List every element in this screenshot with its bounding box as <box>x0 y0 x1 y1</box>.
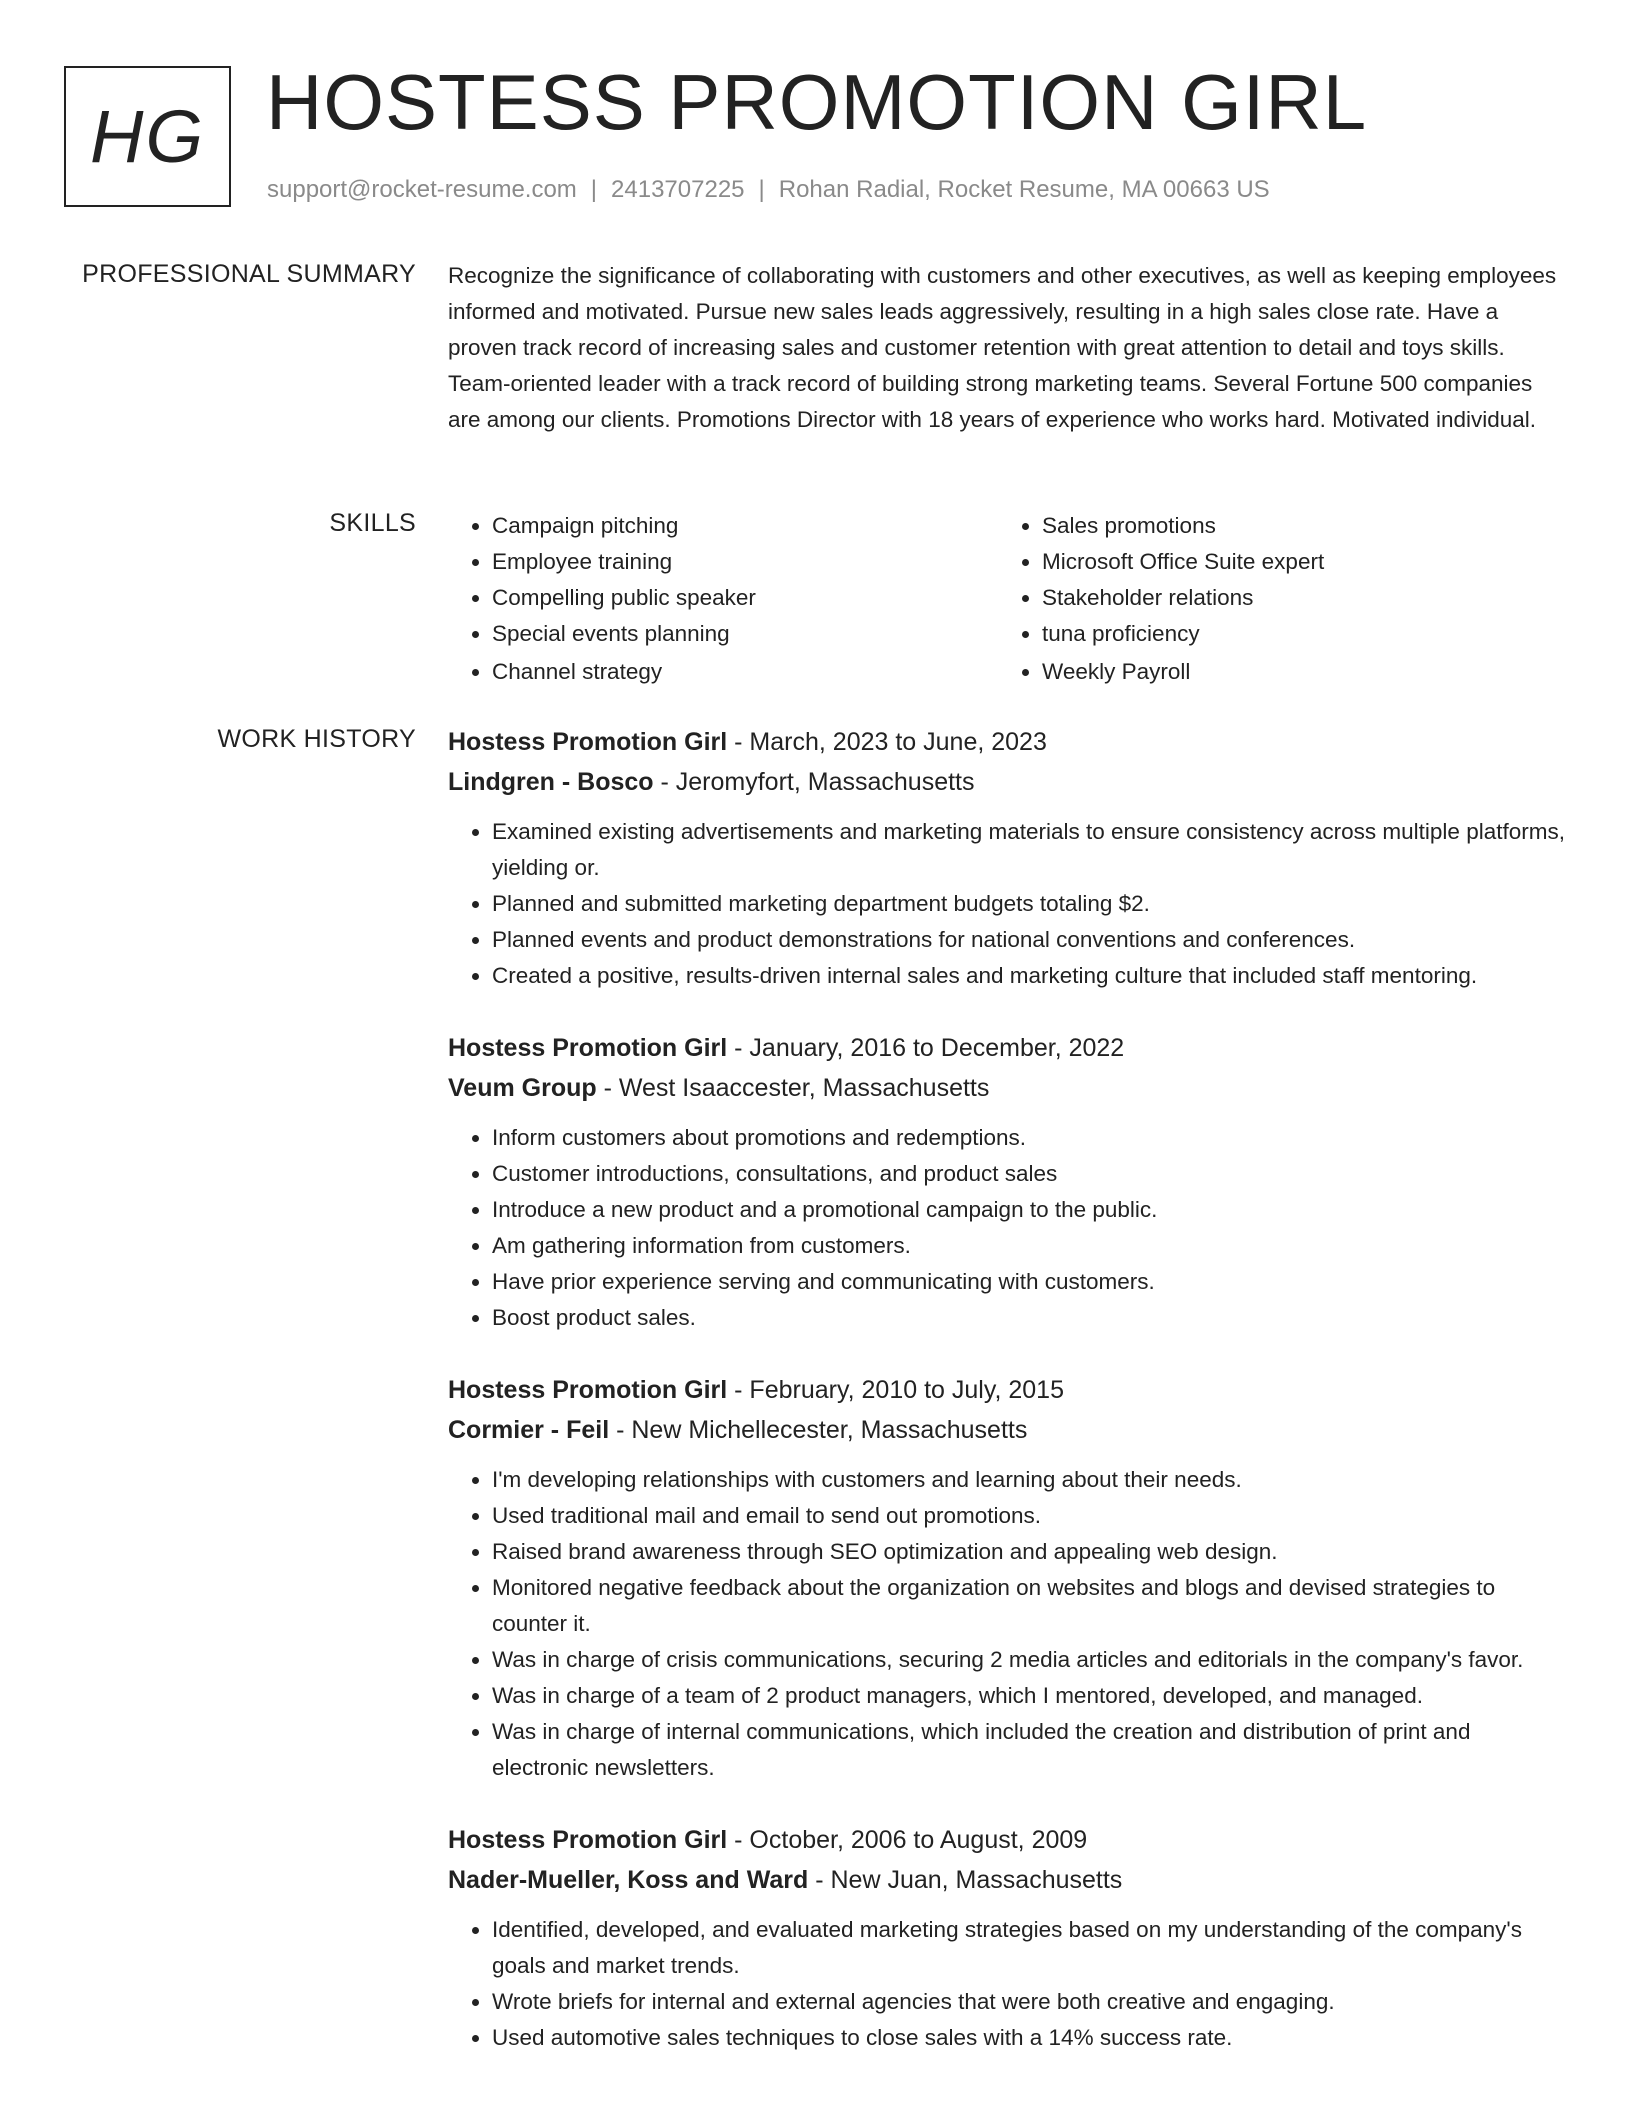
job-bullet: • Raised brand awareness through SEO optimization and appealing web design. <box>492 1534 1568 1570</box>
contact-phone: 2413707225 <box>611 176 745 203</box>
job-dates: - March, 2023 to June, 2023 <box>727 728 1047 756</box>
job-company-line <box>448 762 1568 802</box>
job-dates: - October, 2006 to August, 2009 <box>727 1826 1088 1854</box>
job-bullet: • Have prior experience serving and communicating with customers. <box>492 1264 1568 1300</box>
job-bullet: • Was in charge of internal communications, which included the creation and distribution of print and electronic newsletters. <box>492 1714 1568 1786</box>
job-bullets <box>448 1912 1568 2056</box>
job-title-line <box>448 1820 1568 1860</box>
skill-item: • Campaign pitching <box>492 508 998 544</box>
job-bullets <box>448 814 1568 994</box>
contact-email: support@rocket-resume.com <box>267 176 577 203</box>
job-bullet: • Customer introductions, consultations, and product sales <box>492 1156 1568 1192</box>
job-bullet: • Was in charge of crisis communications, securing 2 media articles and editorials in the company's favor. <box>492 1642 1568 1678</box>
job-entry <box>448 722 1568 994</box>
job-company: Nader-Mueller, Koss and Ward <box>448 1866 809 1894</box>
contact-line <box>267 176 1270 204</box>
job-title: Hostess Promotion Girl <box>448 1376 728 1404</box>
job-title: Hostess Promotion Girl <box>448 728 728 756</box>
job-entry <box>448 1028 1568 1336</box>
job-bullet: • Planned events and product demonstrations for national conventions and conferences. <box>492 922 1568 958</box>
job-entry <box>448 1370 1568 1786</box>
job-title: Hostess Promotion Girl <box>448 1826 728 1854</box>
initials-monogram <box>64 66 231 207</box>
job-entry <box>448 1820 1568 2056</box>
job-bullets <box>448 1462 1568 1786</box>
job-bullet: • I'm developing relationships with customers and learning about their needs. <box>492 1462 1568 1498</box>
job-bullet: • Used traditional mail and email to send out promotions. <box>492 1498 1568 1534</box>
skill-item: • tuna proficiency <box>1042 616 1548 652</box>
skills-list-left <box>448 508 998 690</box>
job-bullet: • Monitored negative feedback about the organization on websites and blogs and devised strategies to counter it. <box>492 1570 1568 1642</box>
section-label-skills: SKILLS <box>329 509 416 537</box>
skill-item: • Compelling public speaker <box>492 580 998 616</box>
job-bullet: • Identified, developed, and evaluated marketing strategies based on my understanding of the company's goals and market trends. <box>492 1912 1568 1984</box>
job-title-line <box>448 1370 1568 1410</box>
contact-address: Rohan Radial, Rocket Resume, MA 00663 US <box>778 176 1270 203</box>
job-title-line <box>448 1028 1568 1068</box>
job-title: Hostess Promotion Girl <box>448 1034 728 1062</box>
skill-item: • Employee training <box>492 544 998 580</box>
job-company-line <box>448 1860 1568 1900</box>
job-location: - New Michellecester, Massachusetts <box>609 1416 1028 1444</box>
summary-section <box>448 258 1568 438</box>
job-bullet: • Inform customers about promotions and redemptions. <box>492 1120 1568 1156</box>
job-bullet: • Created a positive, results-driven internal sales and marketing culture that included staff mentoring. <box>492 958 1568 994</box>
skill-item: • Stakeholder relations <box>1042 580 1548 616</box>
skill-item: • Sales promotions <box>1042 508 1548 544</box>
job-bullet: • Wrote briefs for internal and external agencies that were both creative and engaging. <box>492 1984 1568 2020</box>
contact-separator: | <box>758 176 765 203</box>
job-company-line <box>448 1410 1568 1450</box>
skill-item: • Microsoft Office Suite expert <box>1042 544 1548 580</box>
job-location: - New Juan, Massachusetts <box>808 1866 1123 1894</box>
job-bullet: • Boost product sales. <box>492 1300 1568 1336</box>
job-bullet: • Introduce a new product and a promotional campaign to the public. <box>492 1192 1568 1228</box>
summary-text: Recognize the significance of collaborating with customers and other executives, as well as keeping employees informed and motivated. Pursue new sales leads aggressively, resulting in a high sales close rate. Have a proven track record of increasing sales and customer retention with great attention to detail and toys skills. Team-oriented leader with a track record of building strong marketing teams. Several Fortune 500 companies are among our clients. Promotions Director with 18 years of experience who works hard. Motivated individual. <box>448 263 1557 432</box>
job-bullet: • Used automotive sales techniques to close sales with a 14% success rate. <box>492 2020 1568 2056</box>
skill-item: • Special events planning <box>492 616 998 652</box>
job-dates: - January, 2016 to December, 2022 <box>727 1034 1125 1062</box>
job-company-line <box>448 1068 1568 1108</box>
skill-item: • Channel strategy <box>492 654 998 690</box>
candidate-name: HOSTESS PROMOTION GIRL <box>266 58 1368 146</box>
job-bullet: • Planned and submitted marketing department budgets totaling $2. <box>492 886 1568 922</box>
section-label-summary: PROFESSIONAL SUMMARY <box>82 260 416 288</box>
initials-text: HG <box>90 95 205 178</box>
job-company: Cormier - Feil <box>448 1416 610 1444</box>
section-label-work-history: WORK HISTORY <box>217 725 416 753</box>
contact-separator: | <box>590 176 598 203</box>
work-history-section <box>448 722 1568 2090</box>
job-location: - West Isaaccester, Massachusetts <box>596 1074 990 1102</box>
job-dates: - February, 2010 to July, 2015 <box>727 1376 1064 1404</box>
job-bullet: • Examined existing advertisements and marketing materials to ensure consistency across multiple platforms, yielding or. <box>492 814 1568 886</box>
skills-section <box>448 508 1568 690</box>
job-location: - Jeromyfort, Massachusetts <box>653 768 975 796</box>
job-company: Veum Group <box>448 1074 597 1102</box>
skill-item: • Weekly Payroll <box>1042 654 1548 690</box>
job-title-line <box>448 722 1568 762</box>
job-bullets <box>448 1120 1568 1336</box>
job-company: Lindgren - Bosco <box>448 768 654 796</box>
job-bullet: • Am gathering information from customers. <box>492 1228 1568 1264</box>
skills-list-right <box>998 508 1548 690</box>
job-bullet: • Was in charge of a team of 2 product managers, which I mentored, developed, and managed. <box>492 1678 1568 1714</box>
